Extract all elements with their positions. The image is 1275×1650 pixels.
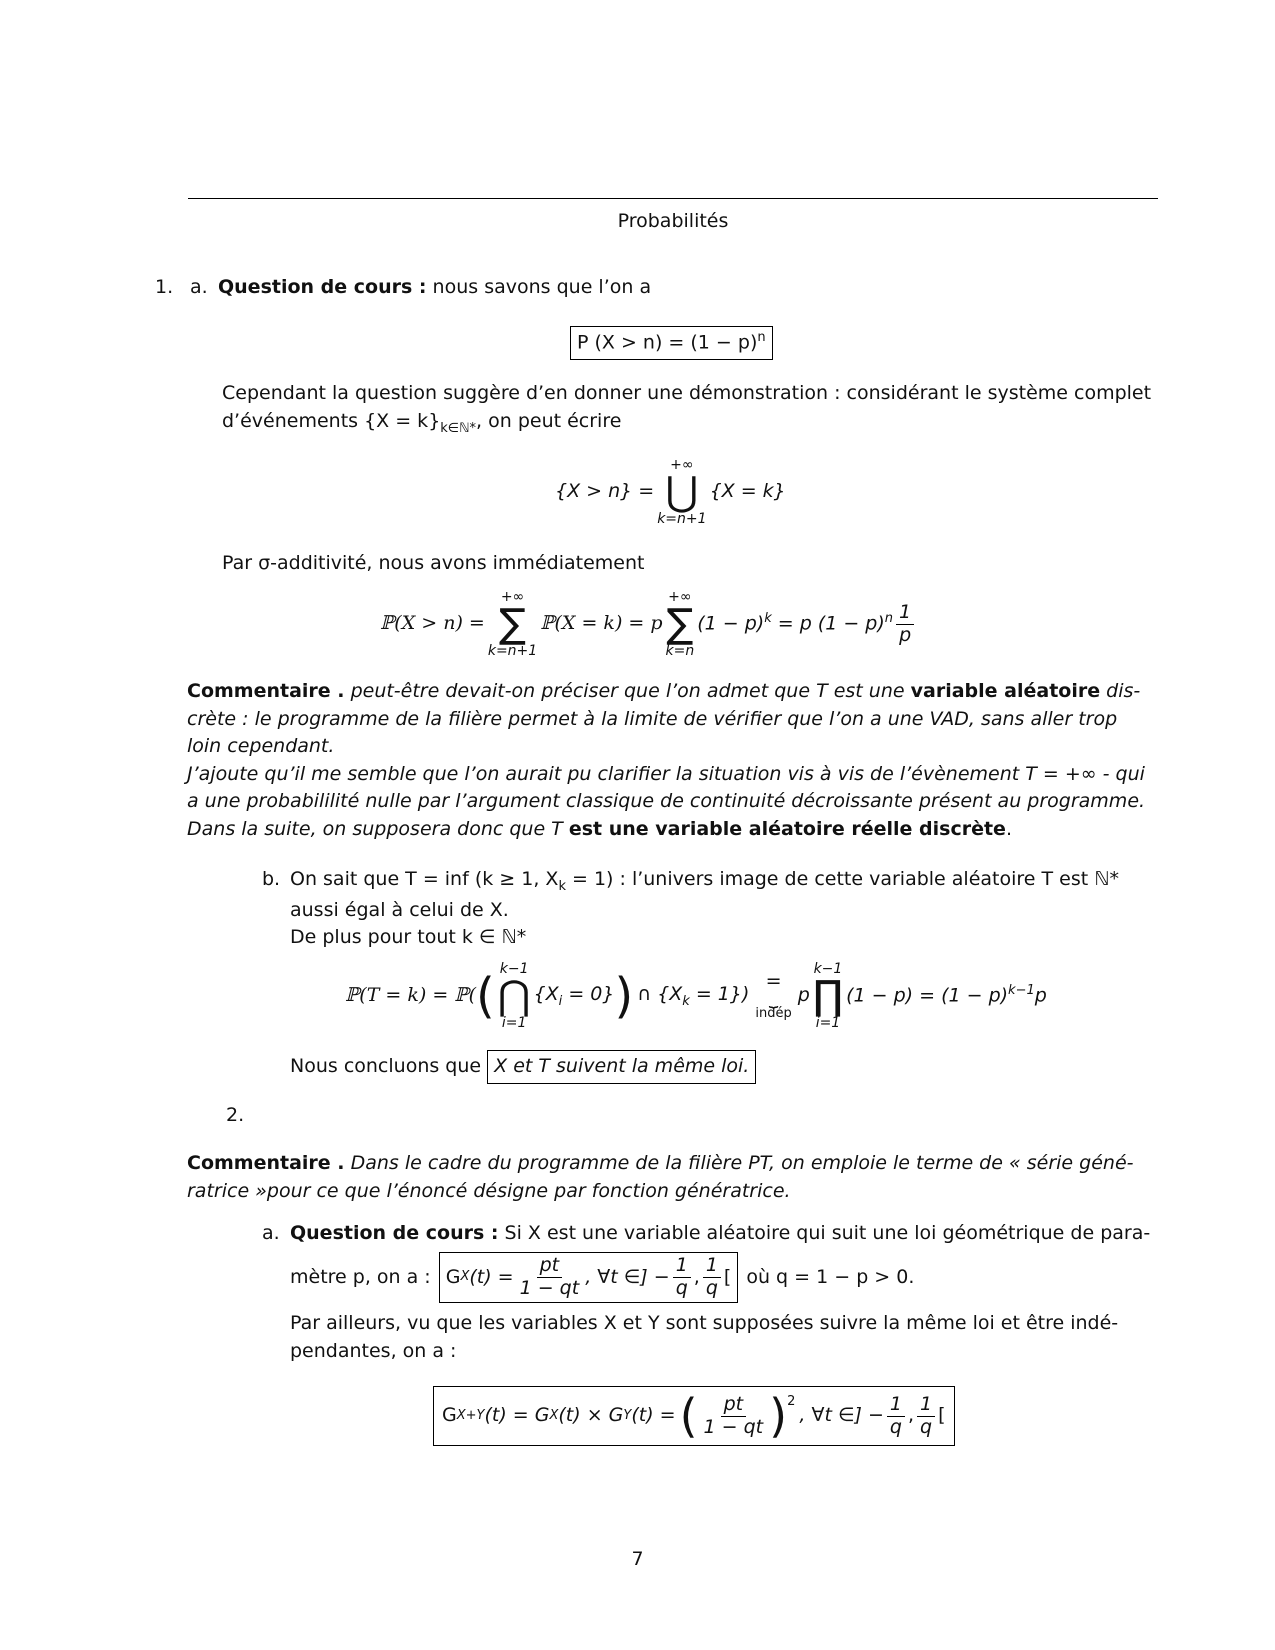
question-number-2: 2.	[226, 1104, 245, 1126]
boxed-formula-exp: n	[757, 330, 766, 345]
q2a-boxed-formula: G X (t) = $\frac{pt}{1 - qt}$ , ∀t ∈] − $\frac{1}{q}$ , $\frac{1}{q}$ [	[439, 1252, 739, 1303]
page-number: 7	[631, 1548, 644, 1570]
union-equation	[555, 458, 786, 526]
q1b-text: On sait que T = inf (k ≥ 1, $X_k = 1$) : l’univers image de cette variable aléatoire T est ℕ* aussi égal à celui de X. De plus pour tout k ∈ ℕ*	[290, 868, 1119, 949]
q1a-paragraph1	[222, 380, 1152, 438]
subquestion-label-2a: a.	[262, 1222, 280, 1244]
intersection-operator: k−1 ⋂ i=1	[497, 961, 531, 1031]
q1a-paragraph2: Par σ-additivité, nous avons immédiatement	[222, 552, 645, 574]
union-right: {X = k}	[709, 480, 786, 503]
product-operator: k−1 ∏ i=1	[812, 961, 844, 1031]
subquestion-label-a: a.	[190, 276, 208, 298]
comment2-label: Commentaire .	[187, 1152, 345, 1174]
union-operator: +∞ ⋃ k=n+1	[657, 457, 707, 527]
page-header-title: Probabilités	[617, 210, 729, 232]
comment1-label: Commentaire .	[187, 680, 345, 702]
q1a-boxed-formula	[570, 326, 773, 360]
q1a-intro: nous savons que l’on a	[432, 276, 652, 298]
conclusion-box: X et T suivent la même loi.	[487, 1050, 756, 1084]
q2a-final-formula: G X+Y (t) = G X (t) × G Y (t) = ( $\frac{pt}{1 - qt}$ ) $^2$ , ∀t ∈] − $\frac{1}{q}$ , $\frac{1}{q}$ [	[433, 1386, 955, 1446]
sum-part1: ℙ(X > n) =	[380, 612, 485, 635]
comment2-block: Commentaire . Dans le cadre du programme de la filière PT, on emploie le terme de « série géné- ratrice »pour ce que l’énoncé désigne par fonction génératrice.	[187, 1152, 1134, 1202]
boxed-formula-text: P (X > n) = (1 − p)	[577, 331, 758, 354]
q2a-paragraph: Par ailleurs, vu que les variables X et Y sont supposées suivre la même loi et être indé- pendantes, on a :	[290, 1312, 1119, 1362]
q1a-line	[218, 274, 651, 302]
para1-line2: d’événements $\{X = k\}_{k\in ℕ*}$, on peut écrire	[222, 409, 622, 436]
sum-fraction: $\frac{1}{p}$	[896, 602, 914, 647]
indep-equals: = ⏟ indép	[755, 970, 792, 1021]
q2a-line1: Question de cours : Si X est une variable aléatoire qui suit une loi géométrique de para-	[290, 1222, 1151, 1244]
header-rule	[188, 198, 1158, 199]
sum-part2: ℙ(X = k) = p	[540, 612, 663, 635]
sum-operator-1: +∞ ∑ k=n+1	[487, 589, 538, 659]
sum-equation	[380, 590, 917, 658]
q1b-conclusion: Nous concluons que X et T suivent la même loi.	[290, 1050, 756, 1084]
q1b-equation: ℙ(T = k) = ℙ( ( k−1 ⋂ i=1 $\{X_i = 0\}$ ) ∩ $\{X_k = 1\}$) = ⏟ indép p k−1 ∏ i=1 $(1 - p) = (1 - p)^{k-1}p$	[345, 961, 1047, 1031]
subquestion-label-b: b.	[262, 868, 281, 890]
sum-operator-2: +∞ ∑ k=n	[665, 589, 695, 659]
sum-part4: = p $(1 - p)^n$	[777, 611, 894, 635]
union-left: {X > n} =	[555, 480, 655, 503]
q1a-heading: Question de cours :	[218, 276, 427, 298]
comment1-block: Commentaire . peut-être devait-on préciser que l’on admet que T est une variable aléatoire dis- crète : le programme de la filière permet à la limite de vérifier que l’on a une VAD, sans aller trop loin cependant. J’ajoute qu’il me semble que l’on aurait pu clarifier la situation vis à vis de l’évènement T = +∞ - qui a une probabililité nulle par l’argument classique de continuité décroissante présent au programme. Dans la suite, on supposera donc que T est une variable aléatoire réelle discrète.	[187, 680, 1146, 840]
para1-line1: Cependant la question suggère d’en donner une démonstration : considérant le système complet	[222, 382, 1152, 404]
q2a-line2: mètre p, on a : G X (t) = $\frac{pt}{1 - qt}$ , ∀t ∈] − $\frac{1}{q}$ , $\frac{1}{q}$ [ où q = 1 − p > 0.	[290, 1252, 914, 1303]
sum-part3: $(1 - p)^k$	[697, 611, 772, 635]
question-number-1: 1.	[155, 276, 174, 298]
